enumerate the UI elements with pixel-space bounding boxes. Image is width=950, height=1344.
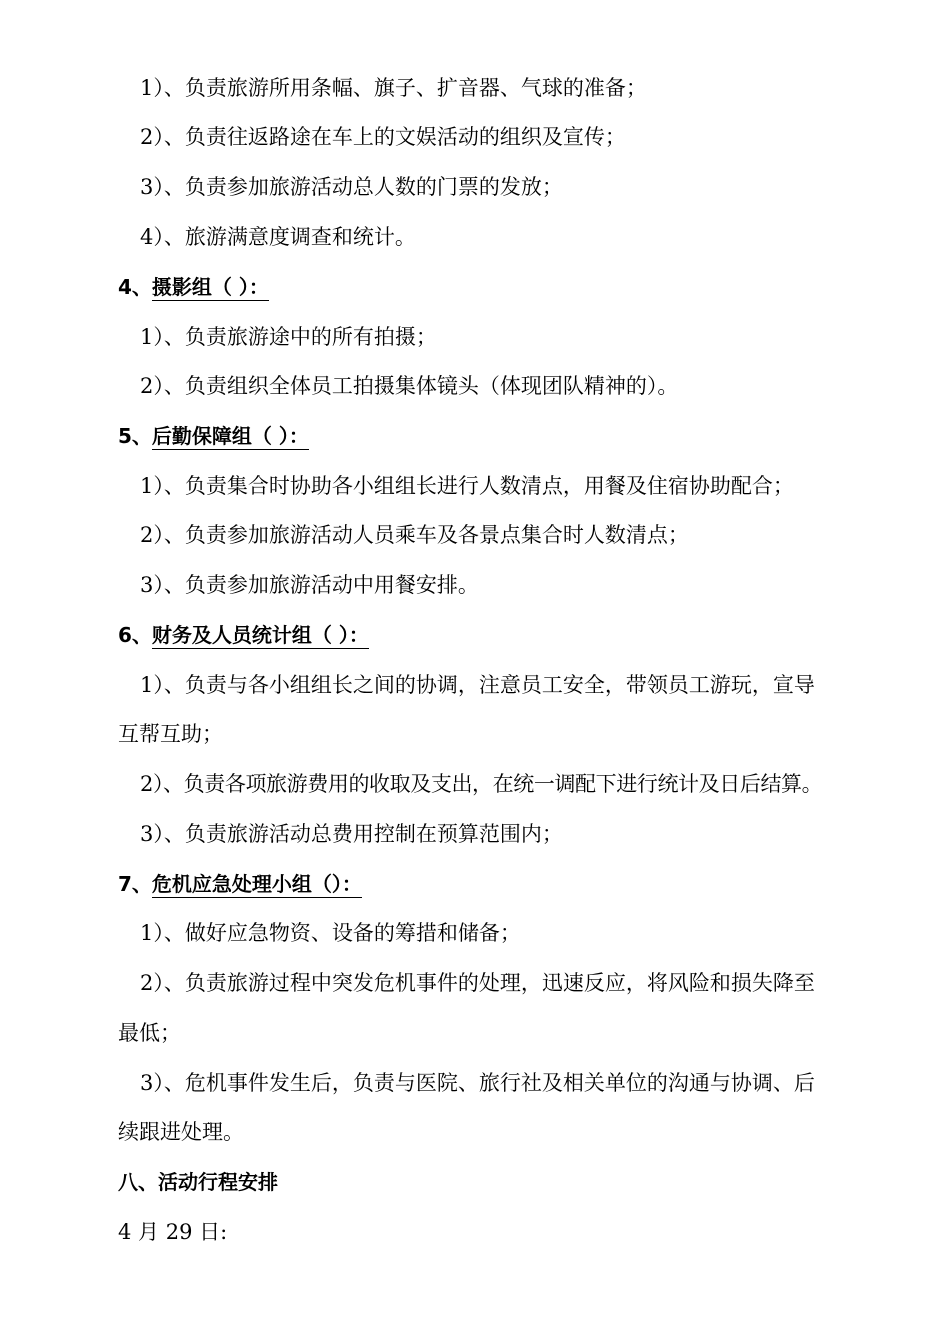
task-item: 3）、负责旅游活动总费用控制在预算范围内； xyxy=(140,822,563,846)
task-item: 3）、负责参加旅游活动总人数的门票的发放； xyxy=(140,175,563,199)
section-heading-finance xyxy=(118,620,858,650)
task-item: 2）、负责组织全体员工拍摄集体镜头（体现团队精神的）。 xyxy=(140,374,679,398)
task-item: 2）、负责往返路途在车上的文娱活动的组织及宣传； xyxy=(140,125,626,149)
heading-text: 后勤保障组（ ）： xyxy=(151,424,309,448)
heading-text: 危机应急处理小组（）： xyxy=(151,872,362,896)
heading-number: 4、 xyxy=(118,275,152,299)
task-item: 1）、负责旅游所用条幅、旗子、扩音器、气球的准备； xyxy=(140,76,647,100)
heading-number: 5、 xyxy=(118,424,152,448)
section-heading-photo xyxy=(118,272,858,302)
task-item: 1）、做好应急物资、设备的筹措和储备； xyxy=(140,921,521,945)
task-item: 1）、负责旅游途中的所有拍摄； xyxy=(140,325,437,349)
section-heading-crisis xyxy=(118,869,858,899)
section-heading-logistics xyxy=(118,421,858,451)
heading-text: 财务及人员统计组（ ）： xyxy=(151,623,369,647)
task-item: 2）、负责参加旅游活动人员乘车及各景点集合时人数清点； xyxy=(140,523,689,547)
heading-number: 7、 xyxy=(118,872,152,896)
section-heading-schedule: 八、活动行程安排 xyxy=(118,1170,278,1194)
task-item: 2）、负责各项旅游费用的收取及支出，在统一调配下进行统计及日后结算。 xyxy=(140,772,823,796)
task-item: 3）、危机事件发生后，负责与医院、旅行社及相关单位的沟通与协调、后 xyxy=(140,1071,815,1095)
task-item: 2）、负责旅游过程中突发危机事件的处理，迅速反应，将风险和损失降至 xyxy=(140,971,815,995)
task-item: 1）、负责与各小组组长之间的协调，注意员工安全，带领员工游玩，宣导 xyxy=(140,673,815,697)
task-item-continued: 续跟进处理。 xyxy=(118,1120,244,1144)
task-item-continued: 最低； xyxy=(118,1021,181,1045)
heading-number: 6、 xyxy=(118,623,152,647)
date-line: 4 月 29 日: xyxy=(118,1220,228,1244)
task-item: 1）、负责集合时协助各小组组长进行人数清点，用餐及住宿协助配合； xyxy=(140,474,794,498)
task-item: 4）、旅游满意度调查和统计。 xyxy=(140,225,416,249)
task-item-continued: 互帮互助； xyxy=(118,722,223,746)
heading-text: 摄影组（ ）： xyxy=(151,275,269,299)
task-item: 3）、负责参加旅游活动中用餐安排。 xyxy=(140,573,479,597)
